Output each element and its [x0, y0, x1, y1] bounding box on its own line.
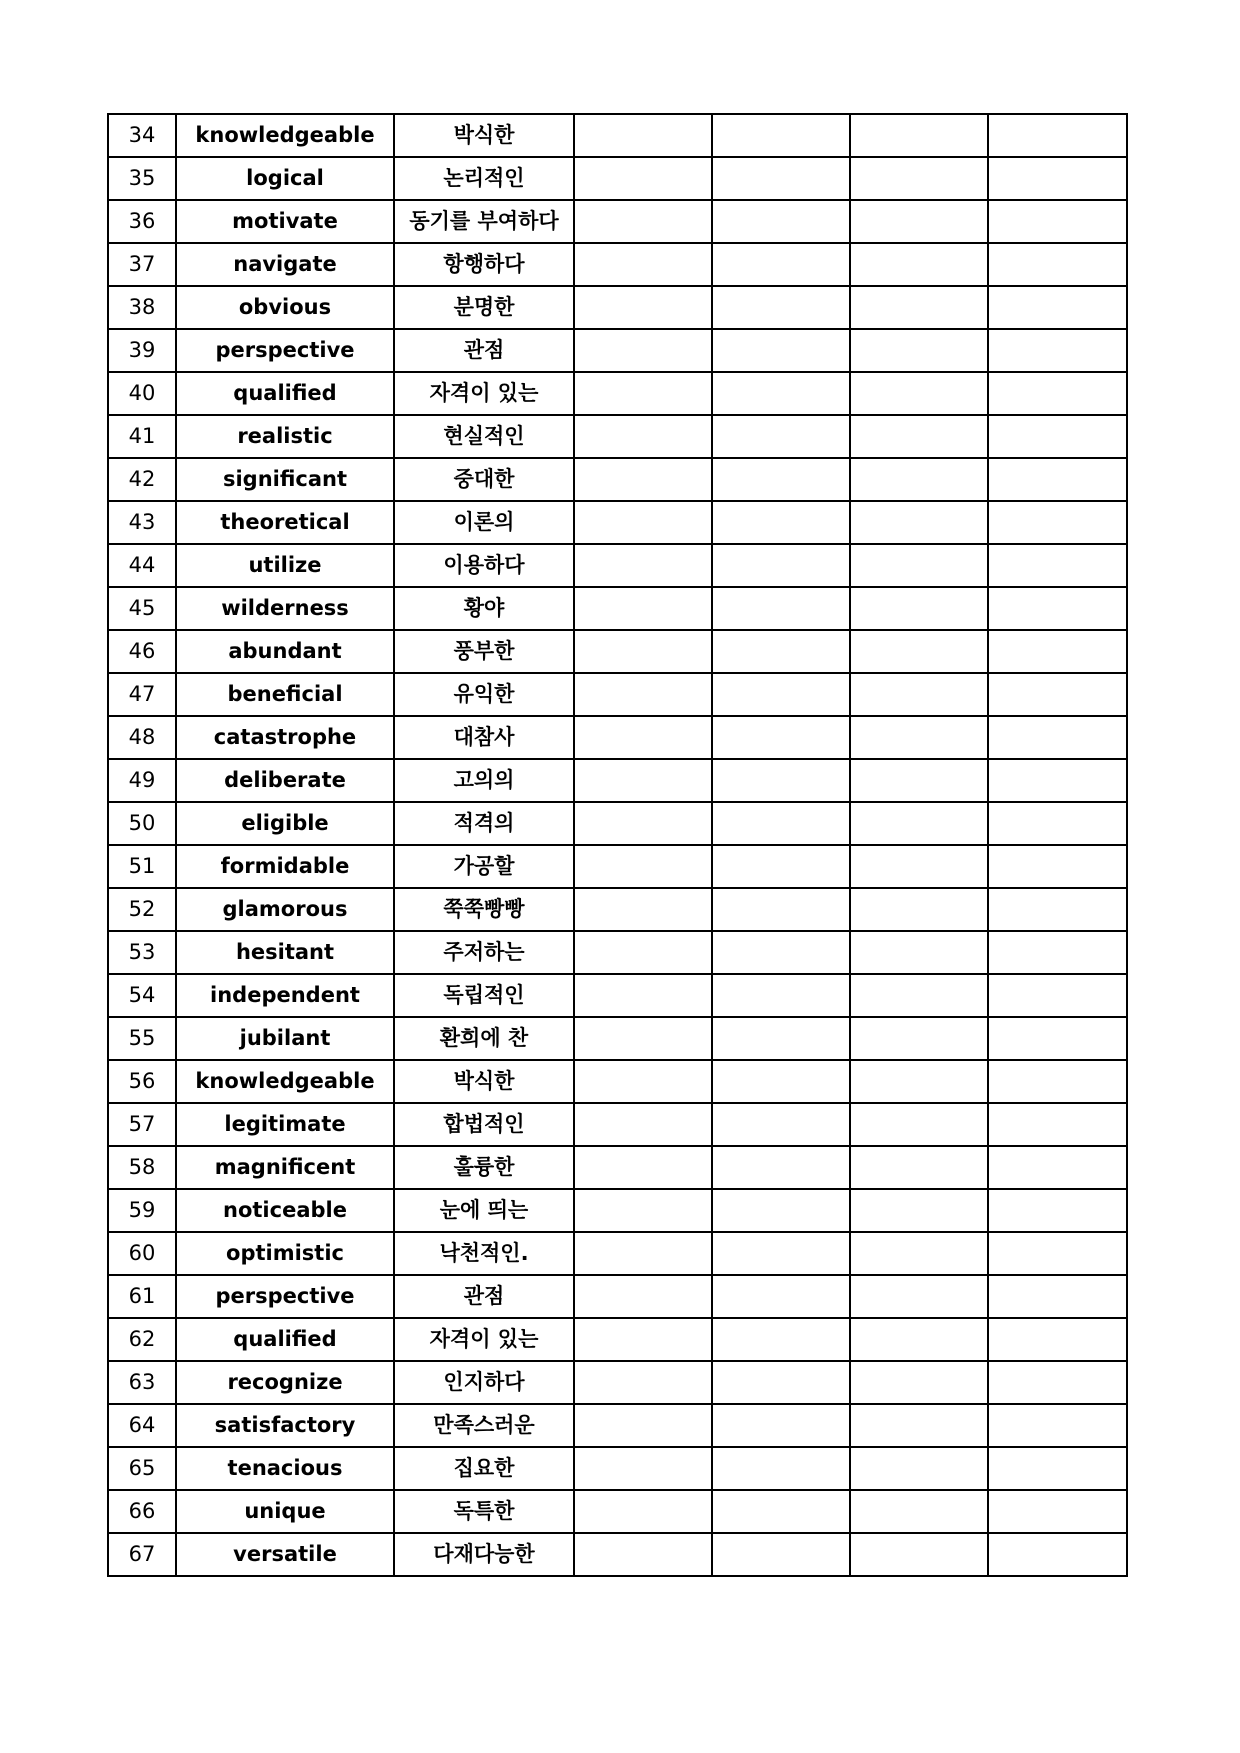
korean-meaning: 인지하다: [394, 1361, 574, 1404]
blank-answer-cell: [988, 1318, 1127, 1361]
row-number: 55: [108, 1017, 176, 1060]
blank-answer-cell: [850, 1232, 988, 1275]
blank-answer-cell: [712, 673, 850, 716]
blank-answer-cell: [850, 587, 988, 630]
row-number: 58: [108, 1146, 176, 1189]
blank-answer-cell: [988, 673, 1127, 716]
blank-answer-cell: [850, 372, 988, 415]
blank-answer-cell: [712, 1490, 850, 1533]
blank-answer-cell: [574, 372, 712, 415]
blank-answer-cell: [574, 501, 712, 544]
english-word: theoretical: [176, 501, 394, 544]
korean-meaning: 환희에 찬: [394, 1017, 574, 1060]
korean-meaning: 훌륭한: [394, 1146, 574, 1189]
table-row: [108, 1404, 1127, 1447]
row-number: 46: [108, 630, 176, 673]
blank-answer-cell: [712, 1533, 850, 1576]
blank-answer-cell: [850, 716, 988, 759]
english-word: motivate: [176, 200, 394, 243]
english-word: catastrophe: [176, 716, 394, 759]
blank-answer-cell: [988, 974, 1127, 1017]
blank-answer-cell: [988, 286, 1127, 329]
korean-meaning: 박식한: [394, 1060, 574, 1103]
table-row: [108, 974, 1127, 1017]
blank-answer-cell: [988, 1189, 1127, 1232]
korean-meaning: 적격의: [394, 802, 574, 845]
blank-answer-cell: [574, 974, 712, 1017]
blank-answer-cell: [712, 544, 850, 587]
english-word: navigate: [176, 243, 394, 286]
korean-meaning: 고의의: [394, 759, 574, 802]
blank-answer-cell: [574, 1447, 712, 1490]
english-word: eligible: [176, 802, 394, 845]
blank-answer-cell: [988, 114, 1127, 157]
blank-answer-cell: [574, 1189, 712, 1232]
blank-answer-cell: [712, 1447, 850, 1490]
korean-meaning: 논리적인: [394, 157, 574, 200]
korean-meaning: 현실적인: [394, 415, 574, 458]
blank-answer-cell: [850, 1275, 988, 1318]
english-word: qualified: [176, 372, 394, 415]
blank-answer-cell: [712, 1404, 850, 1447]
table-row: [108, 1232, 1127, 1275]
blank-answer-cell: [850, 1017, 988, 1060]
blank-answer-cell: [712, 1060, 850, 1103]
row-number: 43: [108, 501, 176, 544]
table-row: [108, 1146, 1127, 1189]
english-word: optimistic: [176, 1232, 394, 1275]
blank-answer-cell: [574, 243, 712, 286]
english-word: abundant: [176, 630, 394, 673]
blank-answer-cell: [988, 1275, 1127, 1318]
blank-answer-cell: [850, 1490, 988, 1533]
korean-meaning: 가공할: [394, 845, 574, 888]
korean-meaning: 이론의: [394, 501, 574, 544]
blank-answer-cell: [850, 1318, 988, 1361]
english-word: legitimate: [176, 1103, 394, 1146]
table-row: [108, 200, 1127, 243]
korean-meaning: 동기를 부여하다: [394, 200, 574, 243]
english-word: tenacious: [176, 1447, 394, 1490]
english-word: unique: [176, 1490, 394, 1533]
table-row: [108, 1275, 1127, 1318]
blank-answer-cell: [850, 759, 988, 802]
korean-meaning: 분명한: [394, 286, 574, 329]
korean-meaning: 유익한: [394, 673, 574, 716]
blank-answer-cell: [712, 243, 850, 286]
blank-answer-cell: [850, 243, 988, 286]
blank-answer-cell: [988, 759, 1127, 802]
blank-answer-cell: [850, 630, 988, 673]
blank-answer-cell: [850, 1189, 988, 1232]
table-row: [108, 716, 1127, 759]
row-number: 44: [108, 544, 176, 587]
blank-answer-cell: [574, 587, 712, 630]
blank-answer-cell: [712, 415, 850, 458]
table-row: [108, 544, 1127, 587]
blank-answer-cell: [988, 1060, 1127, 1103]
korean-meaning: 집요한: [394, 1447, 574, 1490]
korean-meaning: 항행하다: [394, 243, 574, 286]
blank-answer-cell: [712, 931, 850, 974]
english-word: qualified: [176, 1318, 394, 1361]
blank-answer-cell: [850, 845, 988, 888]
english-word: wilderness: [176, 587, 394, 630]
row-number: 49: [108, 759, 176, 802]
korean-meaning: 황야: [394, 587, 574, 630]
blank-answer-cell: [712, 1275, 850, 1318]
blank-answer-cell: [850, 802, 988, 845]
english-word: knowledgeable: [176, 114, 394, 157]
english-word: realistic: [176, 415, 394, 458]
blank-answer-cell: [850, 501, 988, 544]
blank-answer-cell: [712, 587, 850, 630]
english-word: logical: [176, 157, 394, 200]
english-word: jubilant: [176, 1017, 394, 1060]
blank-answer-cell: [850, 329, 988, 372]
blank-answer-cell: [712, 1017, 850, 1060]
blank-answer-cell: [850, 286, 988, 329]
blank-answer-cell: [574, 1060, 712, 1103]
blank-answer-cell: [850, 1533, 988, 1576]
table-row: [108, 114, 1127, 157]
blank-answer-cell: [712, 759, 850, 802]
korean-meaning: 관점: [394, 1275, 574, 1318]
row-number: 67: [108, 1533, 176, 1576]
blank-answer-cell: [712, 372, 850, 415]
blank-answer-cell: [574, 458, 712, 501]
english-word: knowledgeable: [176, 1060, 394, 1103]
blank-answer-cell: [574, 931, 712, 974]
english-word: perspective: [176, 329, 394, 372]
row-number: 47: [108, 673, 176, 716]
table-row: [108, 415, 1127, 458]
english-word: beneficial: [176, 673, 394, 716]
korean-meaning: 이용하다: [394, 544, 574, 587]
row-number: 65: [108, 1447, 176, 1490]
table-row: [108, 1533, 1127, 1576]
korean-meaning: 풍부한: [394, 630, 574, 673]
table-row: [108, 1017, 1127, 1060]
english-word: versatile: [176, 1533, 394, 1576]
table-row: [108, 157, 1127, 200]
blank-answer-cell: [850, 458, 988, 501]
english-word: utilize: [176, 544, 394, 587]
blank-answer-cell: [574, 1232, 712, 1275]
korean-meaning: 쭉쭉빵빵: [394, 888, 574, 931]
blank-answer-cell: [850, 1060, 988, 1103]
blank-answer-cell: [988, 1490, 1127, 1533]
vocabulary-table-body: [108, 114, 1127, 1576]
blank-answer-cell: [850, 415, 988, 458]
blank-answer-cell: [850, 931, 988, 974]
korean-meaning: 독립적인: [394, 974, 574, 1017]
table-row: [108, 329, 1127, 372]
blank-answer-cell: [712, 1103, 850, 1146]
korean-meaning: 주저하는: [394, 931, 574, 974]
blank-answer-cell: [712, 501, 850, 544]
table-row: [108, 243, 1127, 286]
table-row: [108, 286, 1127, 329]
korean-meaning: 만족스러운: [394, 1404, 574, 1447]
blank-answer-cell: [850, 157, 988, 200]
blank-answer-cell: [574, 200, 712, 243]
blank-answer-cell: [574, 1146, 712, 1189]
blank-answer-cell: [988, 1146, 1127, 1189]
row-number: 66: [108, 1490, 176, 1533]
blank-answer-cell: [574, 1103, 712, 1146]
blank-answer-cell: [988, 845, 1127, 888]
row-number: 48: [108, 716, 176, 759]
blank-answer-cell: [574, 845, 712, 888]
row-number: 63: [108, 1361, 176, 1404]
blank-answer-cell: [988, 1103, 1127, 1146]
blank-answer-cell: [850, 544, 988, 587]
blank-answer-cell: [712, 845, 850, 888]
korean-meaning: 자격이 있는: [394, 1318, 574, 1361]
blank-answer-cell: [574, 1275, 712, 1318]
blank-answer-cell: [988, 329, 1127, 372]
blank-answer-cell: [574, 1533, 712, 1576]
blank-answer-cell: [850, 1146, 988, 1189]
korean-meaning: 낙천적인.: [394, 1232, 574, 1275]
blank-answer-cell: [712, 1232, 850, 1275]
blank-answer-cell: [850, 1447, 988, 1490]
blank-answer-cell: [988, 243, 1127, 286]
table-row: [108, 1060, 1127, 1103]
table-row: [108, 673, 1127, 716]
row-number: 52: [108, 888, 176, 931]
blank-answer-cell: [574, 759, 712, 802]
blank-answer-cell: [988, 1404, 1127, 1447]
row-number: 41: [108, 415, 176, 458]
blank-answer-cell: [574, 1318, 712, 1361]
row-number: 51: [108, 845, 176, 888]
row-number: 53: [108, 931, 176, 974]
blank-answer-cell: [988, 372, 1127, 415]
row-number: 42: [108, 458, 176, 501]
table-row: [108, 845, 1127, 888]
blank-answer-cell: [988, 1447, 1127, 1490]
blank-answer-cell: [850, 888, 988, 931]
row-number: 40: [108, 372, 176, 415]
blank-answer-cell: [574, 716, 712, 759]
table-row: [108, 1361, 1127, 1404]
korean-meaning: 다재다능한: [394, 1533, 574, 1576]
blank-answer-cell: [574, 673, 712, 716]
blank-answer-cell: [988, 931, 1127, 974]
blank-answer-cell: [712, 200, 850, 243]
blank-answer-cell: [712, 1318, 850, 1361]
row-number: 50: [108, 802, 176, 845]
english-word: recognize: [176, 1361, 394, 1404]
english-word: obvious: [176, 286, 394, 329]
blank-answer-cell: [574, 114, 712, 157]
korean-meaning: 눈에 띄는: [394, 1189, 574, 1232]
blank-answer-cell: [574, 157, 712, 200]
blank-answer-cell: [574, 1490, 712, 1533]
table-row: [108, 458, 1127, 501]
blank-answer-cell: [712, 888, 850, 931]
row-number: 38: [108, 286, 176, 329]
korean-meaning: 합법적인: [394, 1103, 574, 1146]
blank-answer-cell: [988, 1533, 1127, 1576]
korean-meaning: 관점: [394, 329, 574, 372]
table-row: [108, 587, 1127, 630]
blank-answer-cell: [574, 329, 712, 372]
blank-answer-cell: [850, 200, 988, 243]
blank-answer-cell: [712, 286, 850, 329]
row-number: 62: [108, 1318, 176, 1361]
table-row: [108, 888, 1127, 931]
row-number: 36: [108, 200, 176, 243]
row-number: 61: [108, 1275, 176, 1318]
row-number: 35: [108, 157, 176, 200]
blank-answer-cell: [712, 802, 850, 845]
blank-answer-cell: [850, 1404, 988, 1447]
table-row: [108, 630, 1127, 673]
english-word: glamorous: [176, 888, 394, 931]
blank-answer-cell: [988, 157, 1127, 200]
blank-answer-cell: [712, 114, 850, 157]
blank-answer-cell: [574, 1017, 712, 1060]
blank-answer-cell: [574, 415, 712, 458]
english-word: formidable: [176, 845, 394, 888]
table-row: [108, 1447, 1127, 1490]
korean-meaning: 중대한: [394, 458, 574, 501]
korean-meaning: 박식한: [394, 114, 574, 157]
table-row: [108, 1103, 1127, 1146]
row-number: 60: [108, 1232, 176, 1275]
blank-answer-cell: [850, 974, 988, 1017]
blank-answer-cell: [712, 1146, 850, 1189]
english-word: deliberate: [176, 759, 394, 802]
korean-meaning: 대참사: [394, 716, 574, 759]
blank-answer-cell: [712, 974, 850, 1017]
blank-answer-cell: [850, 114, 988, 157]
table-row: [108, 372, 1127, 415]
blank-answer-cell: [712, 157, 850, 200]
table-row: [108, 802, 1127, 845]
korean-meaning: 자격이 있는: [394, 372, 574, 415]
blank-answer-cell: [988, 458, 1127, 501]
blank-answer-cell: [712, 630, 850, 673]
english-word: satisfactory: [176, 1404, 394, 1447]
blank-answer-cell: [574, 802, 712, 845]
row-number: 34: [108, 114, 176, 157]
english-word: hesitant: [176, 931, 394, 974]
row-number: 56: [108, 1060, 176, 1103]
blank-answer-cell: [850, 1103, 988, 1146]
vocabulary-table: [107, 113, 1128, 1577]
blank-answer-cell: [988, 802, 1127, 845]
blank-answer-cell: [988, 888, 1127, 931]
english-word: perspective: [176, 1275, 394, 1318]
blank-answer-cell: [988, 200, 1127, 243]
blank-answer-cell: [988, 587, 1127, 630]
blank-answer-cell: [574, 286, 712, 329]
blank-answer-cell: [712, 329, 850, 372]
english-word: significant: [176, 458, 394, 501]
blank-answer-cell: [988, 544, 1127, 587]
english-word: noticeable: [176, 1189, 394, 1232]
blank-answer-cell: [712, 458, 850, 501]
blank-answer-cell: [574, 888, 712, 931]
blank-answer-cell: [988, 1361, 1127, 1404]
english-word: magnificent: [176, 1146, 394, 1189]
blank-answer-cell: [988, 415, 1127, 458]
blank-answer-cell: [850, 673, 988, 716]
row-number: 59: [108, 1189, 176, 1232]
row-number: 64: [108, 1404, 176, 1447]
row-number: 39: [108, 329, 176, 372]
blank-answer-cell: [712, 1189, 850, 1232]
table-row: [108, 501, 1127, 544]
blank-answer-cell: [988, 716, 1127, 759]
table-row: [108, 1490, 1127, 1533]
blank-answer-cell: [988, 630, 1127, 673]
table-row: [108, 1318, 1127, 1361]
row-number: 57: [108, 1103, 176, 1146]
blank-answer-cell: [988, 1232, 1127, 1275]
blank-answer-cell: [712, 1361, 850, 1404]
table-row: [108, 1189, 1127, 1232]
blank-answer-cell: [988, 1017, 1127, 1060]
table-row: [108, 759, 1127, 802]
blank-answer-cell: [712, 716, 850, 759]
blank-answer-cell: [574, 630, 712, 673]
blank-answer-cell: [988, 501, 1127, 544]
korean-meaning: 독특한: [394, 1490, 574, 1533]
row-number: 54: [108, 974, 176, 1017]
table-row: [108, 931, 1127, 974]
row-number: 45: [108, 587, 176, 630]
english-word: independent: [176, 974, 394, 1017]
row-number: 37: [108, 243, 176, 286]
blank-answer-cell: [850, 1361, 988, 1404]
blank-answer-cell: [574, 1361, 712, 1404]
blank-answer-cell: [574, 1404, 712, 1447]
blank-answer-cell: [574, 544, 712, 587]
